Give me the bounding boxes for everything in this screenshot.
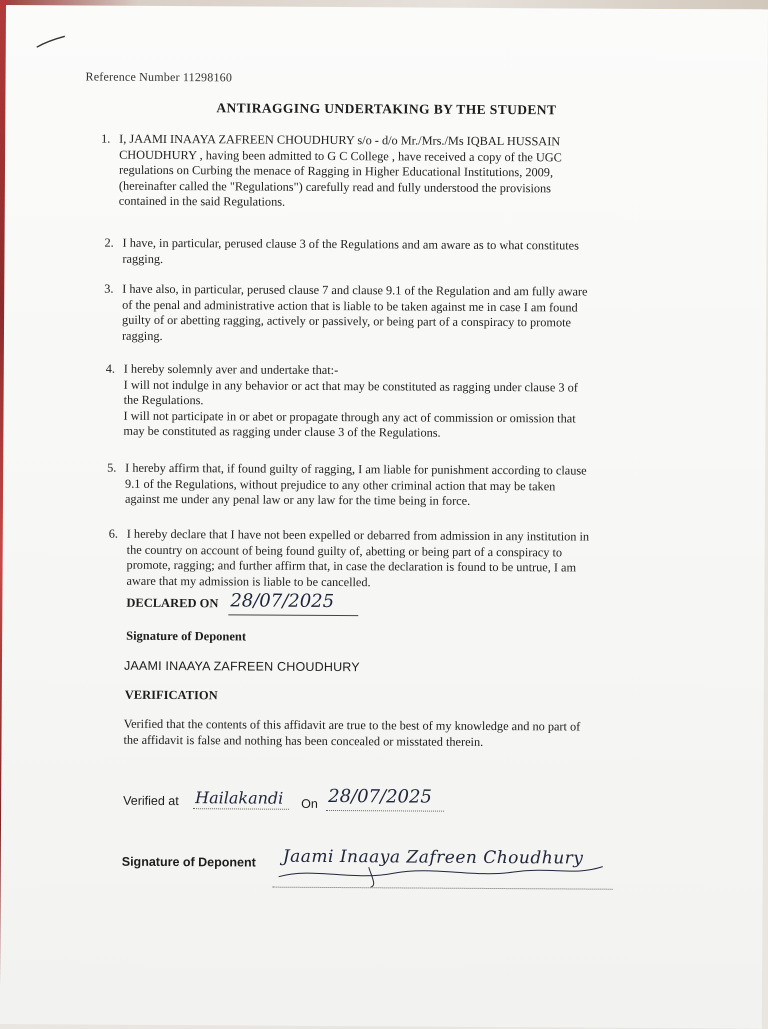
paragraph-line: CHOUDHURY , having been admitted to G C College , have received a copy of the UGC bbox=[119, 147, 562, 164]
handwritten-signature bbox=[273, 837, 613, 890]
paragraph-number: 2. bbox=[104, 235, 114, 250]
verification-line: Verified that the contents of this affidavit are true to the best of my knowledge and no part of bbox=[123, 716, 581, 734]
paragraph-number: 5. bbox=[107, 460, 117, 475]
verified-at-label: Verified at bbox=[123, 793, 179, 809]
verified-date-field bbox=[326, 785, 444, 812]
verification-text bbox=[123, 717, 688, 751]
on-label: On bbox=[301, 796, 318, 811]
paragraph-4 bbox=[105, 361, 683, 443]
paragraph-number: 4. bbox=[105, 361, 116, 376]
paragraph-line: I will not participate in or abet or propagate through any act of commission or omission that bbox=[123, 408, 576, 425]
paragraph-line: contained in the said Regulations. bbox=[118, 193, 286, 209]
verified-place-field bbox=[193, 788, 289, 810]
paragraph-5 bbox=[107, 460, 685, 511]
paragraph-number: 6. bbox=[108, 526, 119, 541]
paragraph-line: promote, ragging; and further affirm that, in case the declaration is found to be untrue, I am bbox=[126, 557, 577, 575]
declared-date-handwriting: 28/07/2025 bbox=[230, 590, 335, 613]
paragraph-line: I have, in particular, perused clause 3 of the Regulations and am aware as to what constitutes bbox=[122, 235, 579, 253]
reference-number: Reference Number 11298160 bbox=[85, 69, 233, 85]
paragraph-line: I, JAAMI INAAYA ZAFREEN CHOUDHURY s/o - d/o Mr./Mrs./Ms IQBAL HUSSAIN bbox=[119, 131, 561, 149]
declared-on-label: DECLARED ON bbox=[126, 595, 219, 611]
paragraph-line: I hereby declare that I have not been expelled or debarred from admission in any institution in bbox=[126, 526, 590, 544]
paragraph-3 bbox=[104, 281, 692, 347]
paragraph-line: ragging. bbox=[122, 251, 164, 266]
document-title: ANTIRAGGING UNDERTAKING BY THE STUDENT bbox=[216, 100, 557, 118]
paragraph-line: aware that my admission is liable to be cancelled. bbox=[126, 573, 371, 589]
deponent-name: JAAMI INAAYA ZAFREEN CHOUDHURY bbox=[123, 658, 360, 675]
paragraph-line: against me under any penal law or any law for the time being in force. bbox=[124, 491, 471, 508]
paragraph-line: the country on account of being found guilty of, abetting or being part of a conspiracy to bbox=[126, 542, 563, 559]
verification-line: the affidavit is false and nothing has been concealed or misstated therein. bbox=[123, 732, 484, 749]
paragraph-line: (hereinafter called the "Regulations") carefully read and fully understood the provisions bbox=[118, 178, 552, 195]
paragraph-6 bbox=[108, 526, 686, 592]
pen-stroke-icon bbox=[36, 35, 66, 49]
signature-handwriting: Jaami Inaaya Zafreen Choudhury bbox=[282, 846, 584, 869]
paragraph-line: ragging. bbox=[121, 328, 163, 343]
paragraph-1 bbox=[101, 131, 649, 213]
paragraph-line: I will not indulge in any behavior or act that may be constituted as ragging under clause 3 of bbox=[123, 377, 578, 395]
verified-date-handwriting: 28/07/2025 bbox=[328, 785, 432, 808]
paragraph-line: 9.1 of the Regulations, without prejudice to any other criminal action that may be taken bbox=[125, 476, 556, 493]
paragraph-2 bbox=[104, 235, 687, 270]
signature-heading: Signature of Deponent bbox=[126, 628, 247, 644]
paragraph-line: I hereby affirm that, if found guilty of ragging, I am liable for punishment according to clause bbox=[125, 460, 587, 478]
verified-place-handwriting: Hailakandi bbox=[195, 788, 284, 808]
paragraph-line: guilty of or abetting ragging, actively or passively, or being part of a conspiracy to promote bbox=[122, 312, 572, 330]
declared-date-field bbox=[228, 590, 358, 616]
paragraph-number: 3. bbox=[104, 281, 114, 296]
signature-flourish-icon bbox=[273, 837, 613, 889]
paragraph-number: 1. bbox=[101, 131, 111, 146]
paragraph-line: I hereby solemnly aver and undertake that:- bbox=[123, 361, 339, 378]
paragraph-line: the Regulations. bbox=[123, 392, 204, 408]
paragraph-line: I have also, in particular, perused clause 7 and clause 9.1 of the Regulation and am fully aware bbox=[122, 281, 588, 299]
paragraph-line: may be constituted as ragging under clause 3 of the Regulations. bbox=[123, 423, 441, 440]
paragraph-line: of the penal and administrative action that is liable to be taken against me in case I am found bbox=[122, 297, 578, 314]
final-signature-label: Signature of Deponent bbox=[121, 854, 256, 870]
paragraph-line: regulations on Curbing the menace of Ragging in Higher Educational Institutions, 2009, bbox=[118, 162, 554, 180]
verification-heading: VERIFICATION bbox=[124, 687, 218, 703]
document-sheet bbox=[0, 5, 768, 1029]
